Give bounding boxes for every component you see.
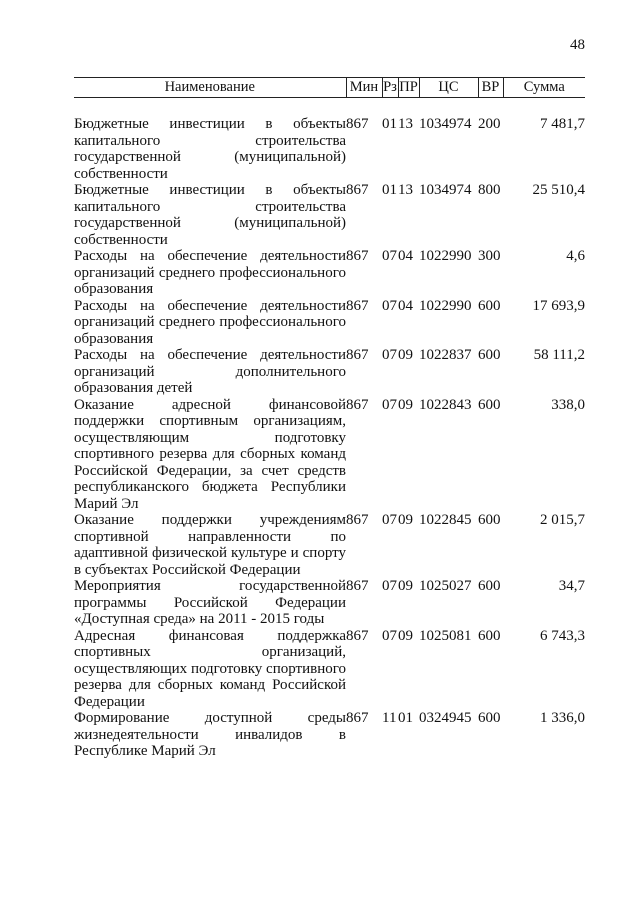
cell-pr: 09 [398, 396, 413, 413]
cell-sum: 34,7 [558, 578, 585, 594]
cell-sum: 58 111,2 [533, 347, 585, 363]
cell-name: Адресная финансовая поддержка спортивных организаций, осуществляющих подготовку спортивного резерва для сборных команд Российской Федерации [74, 627, 346, 710]
cell-name: Расходы на обеспечение деятельности организаций среднего профессионального образования [74, 248, 346, 297]
cell-cs: 1022845 [419, 512, 472, 528]
cell-sum: 338,0 [551, 396, 585, 413]
cell-rz: 01 [382, 116, 397, 132]
cell-cs: 1025027 [419, 578, 472, 594]
cell-rz: 07 [382, 396, 397, 413]
cell-sum: 17 693,9 [532, 297, 585, 314]
header-min: Мин [346, 78, 382, 98]
cell-cs: 1022837 [419, 347, 472, 363]
cell-min: 867 [346, 297, 369, 314]
cell-sum: 7 481,7 [540, 116, 585, 132]
cell-rz: 07 [382, 627, 397, 644]
cell-name: Бюджетные инвестиции в объекты капитального строительства государственной (муниципальной) собственности [74, 116, 346, 182]
cell-min: 867 [346, 116, 369, 132]
cell-min: 867 [346, 347, 369, 363]
cell-cs: 1022990 [419, 297, 472, 314]
cell-sum: 1 336,0 [540, 710, 585, 726]
cell-min: 867 [346, 248, 369, 264]
cell-pr: 09 [398, 578, 413, 594]
budget-table [74, 77, 585, 760]
cell-vr: 600 [478, 396, 501, 413]
header-name: Наименование [74, 78, 346, 98]
cell-vr: 300 [478, 248, 501, 264]
cell-pr: 09 [398, 627, 413, 644]
cell-cs: 1025081 [419, 627, 472, 644]
table-row [74, 397, 585, 513]
cell-name: Расходы на обеспечение деятельности организаций дополнительного образования детей [74, 347, 346, 396]
cell-name: Оказание поддержки учреждениям спортивной направленности по адаптивной физической культуре и спорту в субъектах Российской Федерации [74, 512, 346, 578]
cell-min: 867 [346, 182, 369, 198]
cell-vr: 600 [478, 347, 501, 363]
header-vr: ВР [478, 78, 503, 98]
cell-sum: 6 743,3 [540, 627, 585, 644]
cell-cs: 1034974 [419, 182, 472, 198]
cell-rz: 11 [382, 710, 397, 726]
cell-name: Бюджетные инвестиции в объекты капитального строительства государственной (муниципальной) собственности [74, 182, 346, 248]
table-row [74, 347, 585, 397]
page-number: 48 [570, 37, 585, 53]
cell-vr: 600 [478, 578, 501, 594]
cell-rz: 07 [382, 297, 397, 314]
cell-rz: 01 [382, 182, 397, 198]
cell-cs: 1022843 [419, 396, 472, 413]
table-row [74, 628, 585, 711]
cell-vr: 600 [478, 710, 501, 726]
table-row [74, 578, 585, 628]
cell-rz: 07 [382, 347, 397, 363]
cell-rz: 07 [382, 578, 397, 594]
table-header-row [74, 78, 585, 98]
cell-pr: 04 [398, 297, 413, 314]
cell-sum: 4,6 [566, 248, 585, 264]
cell-pr: 09 [398, 347, 413, 363]
cell-name: Формирование доступной среды жизнедеятельности инвалидов в Республике Марий Эл [74, 710, 346, 759]
table-row [74, 710, 585, 760]
cell-pr: 04 [398, 248, 413, 264]
cell-pr: 13 [398, 116, 413, 132]
cell-vr: 600 [478, 512, 501, 528]
cell-min: 867 [346, 512, 369, 528]
cell-sum: 25 510,4 [532, 182, 585, 198]
cell-sum: 2 015,7 [540, 512, 585, 528]
table-row [74, 116, 585, 182]
cell-rz: 07 [382, 248, 397, 264]
cell-name: Оказание адресной финансовой поддержки спортивным организациям, осуществляющим подготовку спортивного резерва для сборных команд Российской Федерации, за счет средств республиканского бюджета Республики Марий Эл [74, 396, 346, 512]
header-rz: Рз [382, 78, 398, 98]
cell-vr: 800 [478, 182, 501, 198]
header-sum: Сумма [503, 78, 585, 98]
cell-pr: 13 [398, 182, 413, 198]
cell-pr: 09 [398, 512, 413, 528]
cell-vr: 600 [478, 627, 501, 644]
cell-name: Мероприятия государственной программы Российской Федерации «Доступная среда» на 2011 - 2015 годы [74, 578, 346, 627]
cell-min: 867 [346, 396, 369, 413]
cell-vr: 600 [478, 297, 501, 314]
cell-rz: 07 [382, 512, 397, 528]
cell-min: 867 [346, 710, 369, 726]
cell-min: 867 [346, 627, 369, 644]
table-row [74, 512, 585, 578]
table-row [74, 298, 585, 348]
header-pr: ПР [398, 78, 419, 98]
cell-cs: 0324945 [419, 710, 472, 726]
table-row [74, 248, 585, 298]
header-cs: ЦС [419, 78, 478, 98]
table-row [74, 182, 585, 248]
cell-cs: 1034974 [419, 116, 472, 132]
cell-vr: 200 [478, 116, 501, 132]
cell-pr: 01 [398, 710, 413, 726]
cell-name: Расходы на обеспечение деятельности организаций среднего профессионального образования [74, 297, 346, 347]
cell-min: 867 [346, 578, 369, 594]
cell-cs: 1022990 [419, 248, 472, 264]
